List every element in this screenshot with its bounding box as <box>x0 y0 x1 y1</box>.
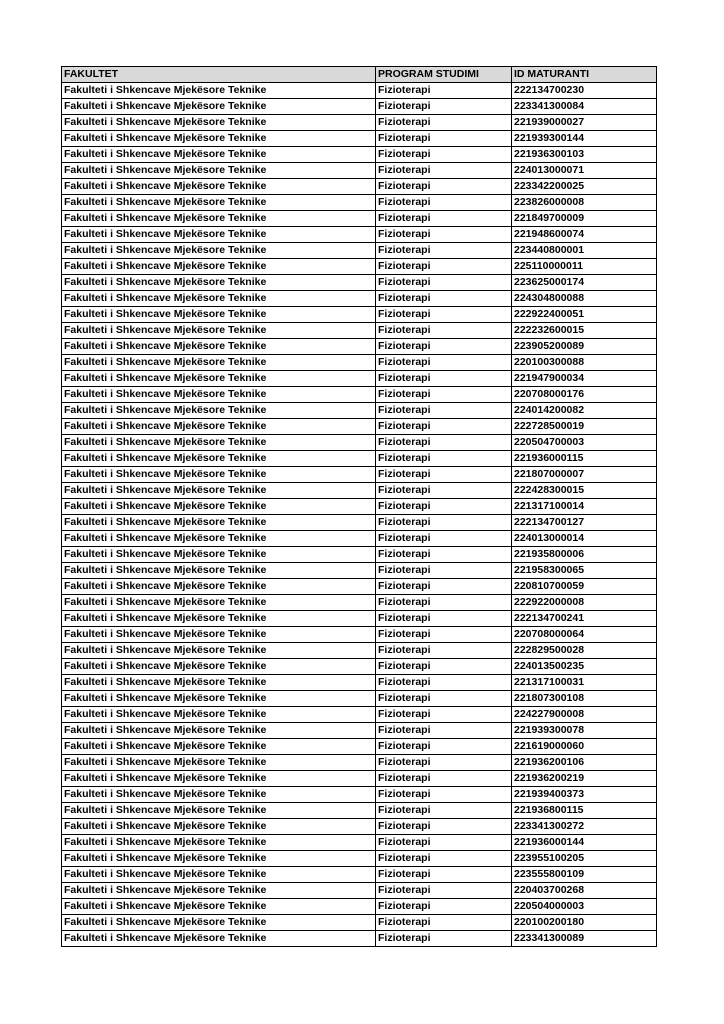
cell-id-maturanti: 221947900034 <box>512 371 657 387</box>
cell-id-maturanti: 224014200082 <box>512 403 657 419</box>
cell-program-studimi: Fizioterapi <box>376 707 512 723</box>
cell-program-studimi: Fizioterapi <box>376 819 512 835</box>
table-row <box>62 83 657 99</box>
table-row <box>62 387 657 403</box>
table-row <box>62 675 657 691</box>
table-row <box>62 179 657 195</box>
cell-fakultet: Fakulteti i Shkencave Mjekësore Teknike <box>62 483 376 499</box>
cell-id-maturanti: 221958300065 <box>512 563 657 579</box>
cell-fakultet: Fakulteti i Shkencave Mjekësore Teknike <box>62 259 376 275</box>
cell-program-studimi: Fizioterapi <box>376 643 512 659</box>
cell-id-maturanti: 221936800115 <box>512 803 657 819</box>
cell-fakultet: Fakulteti i Shkencave Mjekësore Teknike <box>62 579 376 595</box>
cell-id-maturanti: 221939400373 <box>512 787 657 803</box>
cell-program-studimi: Fizioterapi <box>376 547 512 563</box>
cell-fakultet: Fakulteti i Shkencave Mjekësore Teknike <box>62 355 376 371</box>
cell-program-studimi: Fizioterapi <box>376 579 512 595</box>
table-row <box>62 419 657 435</box>
table-row <box>62 99 657 115</box>
cell-id-maturanti: 223625000174 <box>512 275 657 291</box>
cell-id-maturanti: 223342200025 <box>512 179 657 195</box>
cell-fakultet: Fakulteti i Shkencave Mjekësore Teknike <box>62 179 376 195</box>
cell-program-studimi: Fizioterapi <box>376 211 512 227</box>
cell-fakultet: Fakulteti i Shkencave Mjekësore Teknike <box>62 131 376 147</box>
header-id-maturanti: ID MATURANTI <box>512 67 657 83</box>
table-row <box>62 707 657 723</box>
cell-fakultet: Fakulteti i Shkencave Mjekësore Teknike <box>62 643 376 659</box>
cell-fakultet: Fakulteti i Shkencave Mjekësore Teknike <box>62 115 376 131</box>
cell-program-studimi: Fizioterapi <box>376 355 512 371</box>
cell-fakultet: Fakulteti i Shkencave Mjekësore Teknike <box>62 899 376 915</box>
cell-fakultet: Fakulteti i Shkencave Mjekësore Teknike <box>62 803 376 819</box>
cell-fakultet: Fakulteti i Shkencave Mjekësore Teknike <box>62 451 376 467</box>
cell-id-maturanti: 221936200219 <box>512 771 657 787</box>
cell-fakultet: Fakulteti i Shkencave Mjekësore Teknike <box>62 931 376 947</box>
cell-fakultet: Fakulteti i Shkencave Mjekësore Teknike <box>62 611 376 627</box>
cell-fakultet: Fakulteti i Shkencave Mjekësore Teknike <box>62 275 376 291</box>
cell-program-studimi: Fizioterapi <box>376 131 512 147</box>
cell-id-maturanti: 224304800088 <box>512 291 657 307</box>
cell-program-studimi: Fizioterapi <box>376 803 512 819</box>
cell-fakultet: Fakulteti i Shkencave Mjekësore Teknike <box>62 531 376 547</box>
table-row <box>62 371 657 387</box>
table-row <box>62 291 657 307</box>
cell-program-studimi: Fizioterapi <box>376 243 512 259</box>
cell-id-maturanti: 221849700009 <box>512 211 657 227</box>
cell-id-maturanti: 223341300089 <box>512 931 657 947</box>
cell-id-maturanti: 221317100031 <box>512 675 657 691</box>
cell-id-maturanti: 220504000003 <box>512 899 657 915</box>
cell-id-maturanti: 221939300144 <box>512 131 657 147</box>
table-row <box>62 899 657 915</box>
cell-fakultet: Fakulteti i Shkencave Mjekësore Teknike <box>62 99 376 115</box>
cell-fakultet: Fakulteti i Shkencave Mjekësore Teknike <box>62 691 376 707</box>
cell-id-maturanti: 222829500028 <box>512 643 657 659</box>
cell-fakultet: Fakulteti i Shkencave Mjekësore Teknike <box>62 211 376 227</box>
header-fakultet: FAKULTET <box>62 67 376 83</box>
cell-id-maturanti: 222428300015 <box>512 483 657 499</box>
table-row <box>62 563 657 579</box>
cell-fakultet: Fakulteti i Shkencave Mjekësore Teknike <box>62 883 376 899</box>
cell-program-studimi: Fizioterapi <box>376 627 512 643</box>
cell-program-studimi: Fizioterapi <box>376 307 512 323</box>
table-body <box>62 83 657 947</box>
cell-program-studimi: Fizioterapi <box>376 915 512 931</box>
cell-program-studimi: Fizioterapi <box>376 867 512 883</box>
table-row <box>62 595 657 611</box>
cell-program-studimi: Fizioterapi <box>376 403 512 419</box>
cell-fakultet: Fakulteti i Shkencave Mjekësore Teknike <box>62 83 376 99</box>
student-list-table <box>61 66 657 947</box>
cell-id-maturanti: 220403700268 <box>512 883 657 899</box>
cell-id-maturanti: 223341300272 <box>512 819 657 835</box>
cell-program-studimi: Fizioterapi <box>376 675 512 691</box>
table-row <box>62 339 657 355</box>
cell-fakultet: Fakulteti i Shkencave Mjekësore Teknike <box>62 419 376 435</box>
cell-program-studimi: Fizioterapi <box>376 611 512 627</box>
cell-id-maturanti: 224013000071 <box>512 163 657 179</box>
table-row <box>62 435 657 451</box>
cell-fakultet: Fakulteti i Shkencave Mjekësore Teknike <box>62 707 376 723</box>
cell-program-studimi: Fizioterapi <box>376 179 512 195</box>
cell-fakultet: Fakulteti i Shkencave Mjekësore Teknike <box>62 371 376 387</box>
table-row <box>62 851 657 867</box>
cell-id-maturanti: 223555800109 <box>512 867 657 883</box>
table-row <box>62 803 657 819</box>
cell-fakultet: Fakulteti i Shkencave Mjekësore Teknike <box>62 755 376 771</box>
cell-program-studimi: Fizioterapi <box>376 595 512 611</box>
table-row <box>62 739 657 755</box>
cell-id-maturanti: 223905200089 <box>512 339 657 355</box>
table-row <box>62 131 657 147</box>
cell-program-studimi: Fizioterapi <box>376 883 512 899</box>
cell-fakultet: Fakulteti i Shkencave Mjekësore Teknike <box>62 403 376 419</box>
cell-program-studimi: Fizioterapi <box>376 371 512 387</box>
cell-fakultet: Fakulteti i Shkencave Mjekësore Teknike <box>62 787 376 803</box>
table-row <box>62 163 657 179</box>
cell-id-maturanti: 222922000008 <box>512 595 657 611</box>
cell-id-maturanti: 221317100014 <box>512 499 657 515</box>
cell-id-maturanti: 220100300088 <box>512 355 657 371</box>
table-row <box>62 931 657 947</box>
table-row <box>62 259 657 275</box>
table-row <box>62 579 657 595</box>
cell-program-studimi: Fizioterapi <box>376 787 512 803</box>
cell-fakultet: Fakulteti i Shkencave Mjekësore Teknike <box>62 659 376 675</box>
cell-fakultet: Fakulteti i Shkencave Mjekësore Teknike <box>62 307 376 323</box>
cell-program-studimi: Fizioterapi <box>376 291 512 307</box>
cell-id-maturanti: 223826000008 <box>512 195 657 211</box>
cell-fakultet: Fakulteti i Shkencave Mjekësore Teknike <box>62 227 376 243</box>
cell-program-studimi: Fizioterapi <box>376 115 512 131</box>
cell-fakultet: Fakulteti i Shkencave Mjekësore Teknike <box>62 723 376 739</box>
table-row <box>62 771 657 787</box>
cell-id-maturanti: 221936200106 <box>512 755 657 771</box>
cell-fakultet: Fakulteti i Shkencave Mjekësore Teknike <box>62 867 376 883</box>
cell-fakultet: Fakulteti i Shkencave Mjekësore Teknike <box>62 627 376 643</box>
table-row <box>62 755 657 771</box>
table-row <box>62 643 657 659</box>
cell-program-studimi: Fizioterapi <box>376 451 512 467</box>
table-row <box>62 243 657 259</box>
cell-id-maturanti: 222232600015 <box>512 323 657 339</box>
table-row <box>62 787 657 803</box>
cell-program-studimi: Fizioterapi <box>376 691 512 707</box>
cell-program-studimi: Fizioterapi <box>376 515 512 531</box>
table-row <box>62 515 657 531</box>
cell-id-maturanti: 222134700127 <box>512 515 657 531</box>
cell-program-studimi: Fizioterapi <box>376 275 512 291</box>
cell-id-maturanti: 221619000060 <box>512 739 657 755</box>
cell-program-studimi: Fizioterapi <box>376 419 512 435</box>
table-row <box>62 211 657 227</box>
table-row <box>62 275 657 291</box>
cell-fakultet: Fakulteti i Shkencave Mjekësore Teknike <box>62 435 376 451</box>
header-row <box>62 67 657 83</box>
table-row <box>62 307 657 323</box>
cell-id-maturanti: 220708000064 <box>512 627 657 643</box>
cell-fakultet: Fakulteti i Shkencave Mjekësore Teknike <box>62 515 376 531</box>
cell-fakultet: Fakulteti i Shkencave Mjekësore Teknike <box>62 819 376 835</box>
table-row <box>62 451 657 467</box>
cell-program-studimi: Fizioterapi <box>376 563 512 579</box>
cell-id-maturanti: 224013500235 <box>512 659 657 675</box>
cell-fakultet: Fakulteti i Shkencave Mjekësore Teknike <box>62 835 376 851</box>
table-row <box>62 195 657 211</box>
cell-program-studimi: Fizioterapi <box>376 659 512 675</box>
cell-program-studimi: Fizioterapi <box>376 227 512 243</box>
cell-program-studimi: Fizioterapi <box>376 499 512 515</box>
table-row <box>62 355 657 371</box>
cell-program-studimi: Fizioterapi <box>376 323 512 339</box>
cell-id-maturanti: 221935800006 <box>512 547 657 563</box>
cell-program-studimi: Fizioterapi <box>376 83 512 99</box>
cell-program-studimi: Fizioterapi <box>376 259 512 275</box>
cell-fakultet: Fakulteti i Shkencave Mjekësore Teknike <box>62 675 376 691</box>
cell-program-studimi: Fizioterapi <box>376 483 512 499</box>
cell-id-maturanti: 221939300078 <box>512 723 657 739</box>
table-row <box>62 723 657 739</box>
cell-id-maturanti: 225110000011 <box>512 259 657 275</box>
cell-id-maturanti: 223341300084 <box>512 99 657 115</box>
cell-id-maturanti: 222922400051 <box>512 307 657 323</box>
cell-program-studimi: Fizioterapi <box>376 723 512 739</box>
cell-program-studimi: Fizioterapi <box>376 147 512 163</box>
table-row <box>62 659 657 675</box>
cell-id-maturanti: 221948600074 <box>512 227 657 243</box>
cell-fakultet: Fakulteti i Shkencave Mjekësore Teknike <box>62 595 376 611</box>
table-row <box>62 819 657 835</box>
cell-program-studimi: Fizioterapi <box>376 755 512 771</box>
table-row <box>62 147 657 163</box>
table-row <box>62 883 657 899</box>
cell-id-maturanti: 220708000176 <box>512 387 657 403</box>
cell-id-maturanti: 220100200180 <box>512 915 657 931</box>
table-row <box>62 915 657 931</box>
table-row <box>62 403 657 419</box>
cell-fakultet: Fakulteti i Shkencave Mjekësore Teknike <box>62 195 376 211</box>
cell-id-maturanti: 222134700230 <box>512 83 657 99</box>
cell-fakultet: Fakulteti i Shkencave Mjekësore Teknike <box>62 291 376 307</box>
cell-fakultet: Fakulteti i Shkencave Mjekësore Teknike <box>62 739 376 755</box>
cell-fakultet: Fakulteti i Shkencave Mjekësore Teknike <box>62 243 376 259</box>
cell-id-maturanti: 221807000007 <box>512 467 657 483</box>
cell-program-studimi: Fizioterapi <box>376 435 512 451</box>
cell-id-maturanti: 221939000027 <box>512 115 657 131</box>
cell-fakultet: Fakulteti i Shkencave Mjekësore Teknike <box>62 163 376 179</box>
cell-program-studimi: Fizioterapi <box>376 387 512 403</box>
cell-program-studimi: Fizioterapi <box>376 771 512 787</box>
table-row <box>62 867 657 883</box>
cell-program-studimi: Fizioterapi <box>376 835 512 851</box>
header-program-studimi: PROGRAM STUDIMI <box>376 67 512 83</box>
cell-fakultet: Fakulteti i Shkencave Mjekësore Teknike <box>62 851 376 867</box>
cell-program-studimi: Fizioterapi <box>376 851 512 867</box>
cell-id-maturanti: 224013000014 <box>512 531 657 547</box>
cell-id-maturanti: 223440800001 <box>512 243 657 259</box>
cell-program-studimi: Fizioterapi <box>376 99 512 115</box>
cell-fakultet: Fakulteti i Shkencave Mjekësore Teknike <box>62 563 376 579</box>
cell-fakultet: Fakulteti i Shkencave Mjekësore Teknike <box>62 467 376 483</box>
cell-id-maturanti: 220504700003 <box>512 435 657 451</box>
cell-fakultet: Fakulteti i Shkencave Mjekësore Teknike <box>62 915 376 931</box>
cell-id-maturanti: 221936000144 <box>512 835 657 851</box>
table-row <box>62 611 657 627</box>
cell-id-maturanti: 224227900008 <box>512 707 657 723</box>
cell-fakultet: Fakulteti i Shkencave Mjekësore Teknike <box>62 547 376 563</box>
cell-id-maturanti: 221936300103 <box>512 147 657 163</box>
cell-fakultet: Fakulteti i Shkencave Mjekësore Teknike <box>62 771 376 787</box>
cell-program-studimi: Fizioterapi <box>376 931 512 947</box>
cell-fakultet: Fakulteti i Shkencave Mjekësore Teknike <box>62 147 376 163</box>
cell-program-studimi: Fizioterapi <box>376 163 512 179</box>
cell-id-maturanti: 220810700059 <box>512 579 657 595</box>
cell-program-studimi: Fizioterapi <box>376 531 512 547</box>
table-row <box>62 467 657 483</box>
table-row <box>62 323 657 339</box>
cell-id-maturanti: 221807300108 <box>512 691 657 707</box>
table-row <box>62 547 657 563</box>
cell-program-studimi: Fizioterapi <box>376 339 512 355</box>
table-row <box>62 835 657 851</box>
cell-fakultet: Fakulteti i Shkencave Mjekësore Teknike <box>62 387 376 403</box>
table-row <box>62 483 657 499</box>
table-row <box>62 691 657 707</box>
cell-id-maturanti: 222728500019 <box>512 419 657 435</box>
cell-program-studimi: Fizioterapi <box>376 899 512 915</box>
table-row <box>62 115 657 131</box>
cell-program-studimi: Fizioterapi <box>376 467 512 483</box>
cell-fakultet: Fakulteti i Shkencave Mjekësore Teknike <box>62 323 376 339</box>
table-row <box>62 227 657 243</box>
table-row <box>62 627 657 643</box>
cell-fakultet: Fakulteti i Shkencave Mjekësore Teknike <box>62 339 376 355</box>
cell-fakultet: Fakulteti i Shkencave Mjekësore Teknike <box>62 499 376 515</box>
cell-id-maturanti: 223955100205 <box>512 851 657 867</box>
cell-program-studimi: Fizioterapi <box>376 195 512 211</box>
table-row <box>62 531 657 547</box>
cell-id-maturanti: 222134700241 <box>512 611 657 627</box>
cell-id-maturanti: 221936000115 <box>512 451 657 467</box>
table-row <box>62 499 657 515</box>
cell-program-studimi: Fizioterapi <box>376 739 512 755</box>
